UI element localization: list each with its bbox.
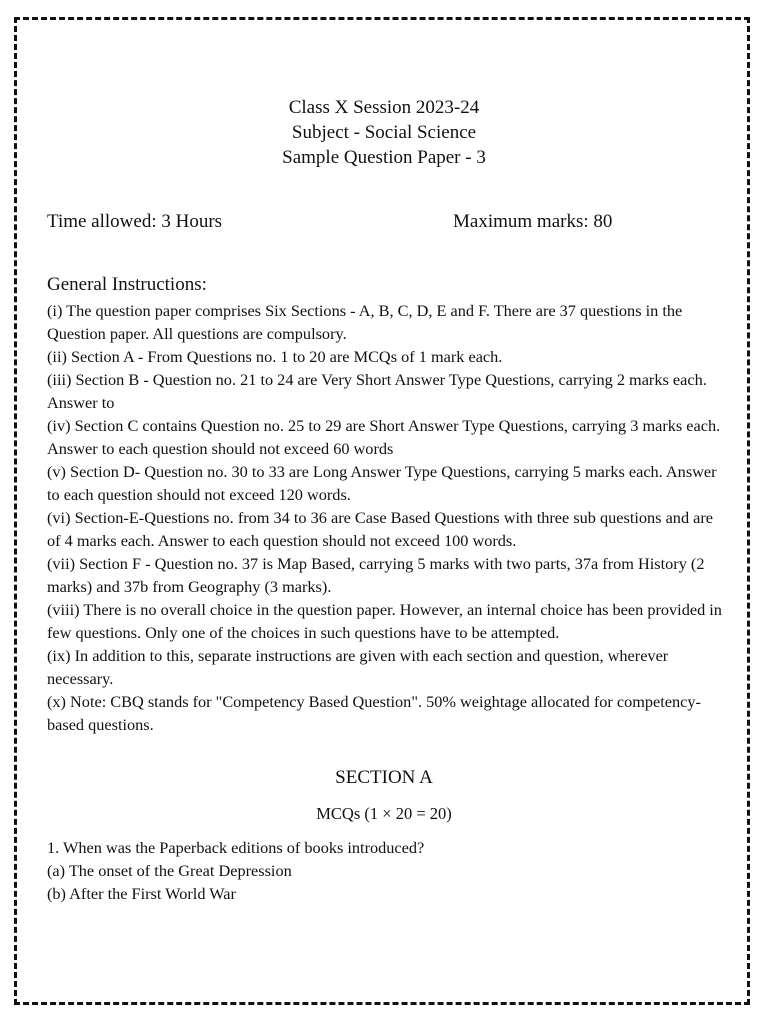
question-option: (b) After the First World War — [47, 884, 236, 903]
time-allowed: Time allowed: 3 Hours — [47, 211, 223, 232]
instruction-item: (viii) There is no overall choice in the question paper. However, an internal choice has been provided in few questions. Only one of the choices in such questions have to be attempted. — [47, 600, 722, 642]
instruction-item: (iv) Section C contains Question no. 25 to 29 are Short Answer Type Questions, carrying 3 marks each. Answer to each question should not exceed 60 words — [47, 416, 721, 458]
instructions-list — [47, 299, 727, 736]
paper-header — [0, 95, 768, 170]
maximum-marks: Maximum marks: 80 — [453, 211, 613, 232]
section-title: SECTION A — [335, 767, 433, 788]
paper-title: Sample Question Paper - 3 — [282, 147, 486, 168]
instruction-item: (vi) Section-E-Questions no. from 34 to 36 are Case Based Questions with three sub questions and are of 4 marks each. Answer to each question should not exceed 100 words. — [47, 508, 714, 550]
question-text: 1. When was the Paperback editions of books introduced? — [47, 838, 425, 857]
instructions-heading: General Instructions: — [47, 274, 207, 295]
instruction-item: (vii) Section F - Question no. 37 is Map Based, carrying 5 marks with two parts, 37a from History (2 marks) and 37b from Geography (3 marks). — [47, 554, 705, 596]
subject-title: Subject - Social Science — [291, 122, 477, 143]
instruction-item: (ii) Section A - From Questions no. 1 to 20 are MCQs of 1 mark each. — [47, 347, 503, 366]
general-instructions — [47, 273, 727, 736]
instruction-item: (i) The question paper comprises Six Sections - A, B, C, D, E and F. There are 37 questions in the Question paper. All questions are compulsory. — [47, 301, 683, 343]
section-subtitle: MCQs (1 × 20 = 20) — [316, 804, 452, 823]
question-option: (a) The onset of the Great Depression — [47, 861, 292, 880]
class-session-title: Class X Session 2023-24 — [288, 97, 480, 118]
instruction-item: (iii) Section B - Question no. 21 to 24 are Very Short Answer Type Questions, carrying 2 marks each. Answer to — [47, 370, 707, 412]
question-block — [47, 836, 727, 905]
instruction-item: (x) Note: CBQ stands for "Competency Based Question". 50% weightage allocated for competency-based questions. — [47, 692, 701, 734]
instruction-item: (ix) In addition to this, separate instructions are given with each section and question, wherever necessary. — [47, 646, 669, 688]
instruction-item: (v) Section D- Question no. 30 to 33 are Long Answer Type Questions, carrying 5 marks each. Answer to each question should not exceed 120 words. — [47, 462, 717, 504]
